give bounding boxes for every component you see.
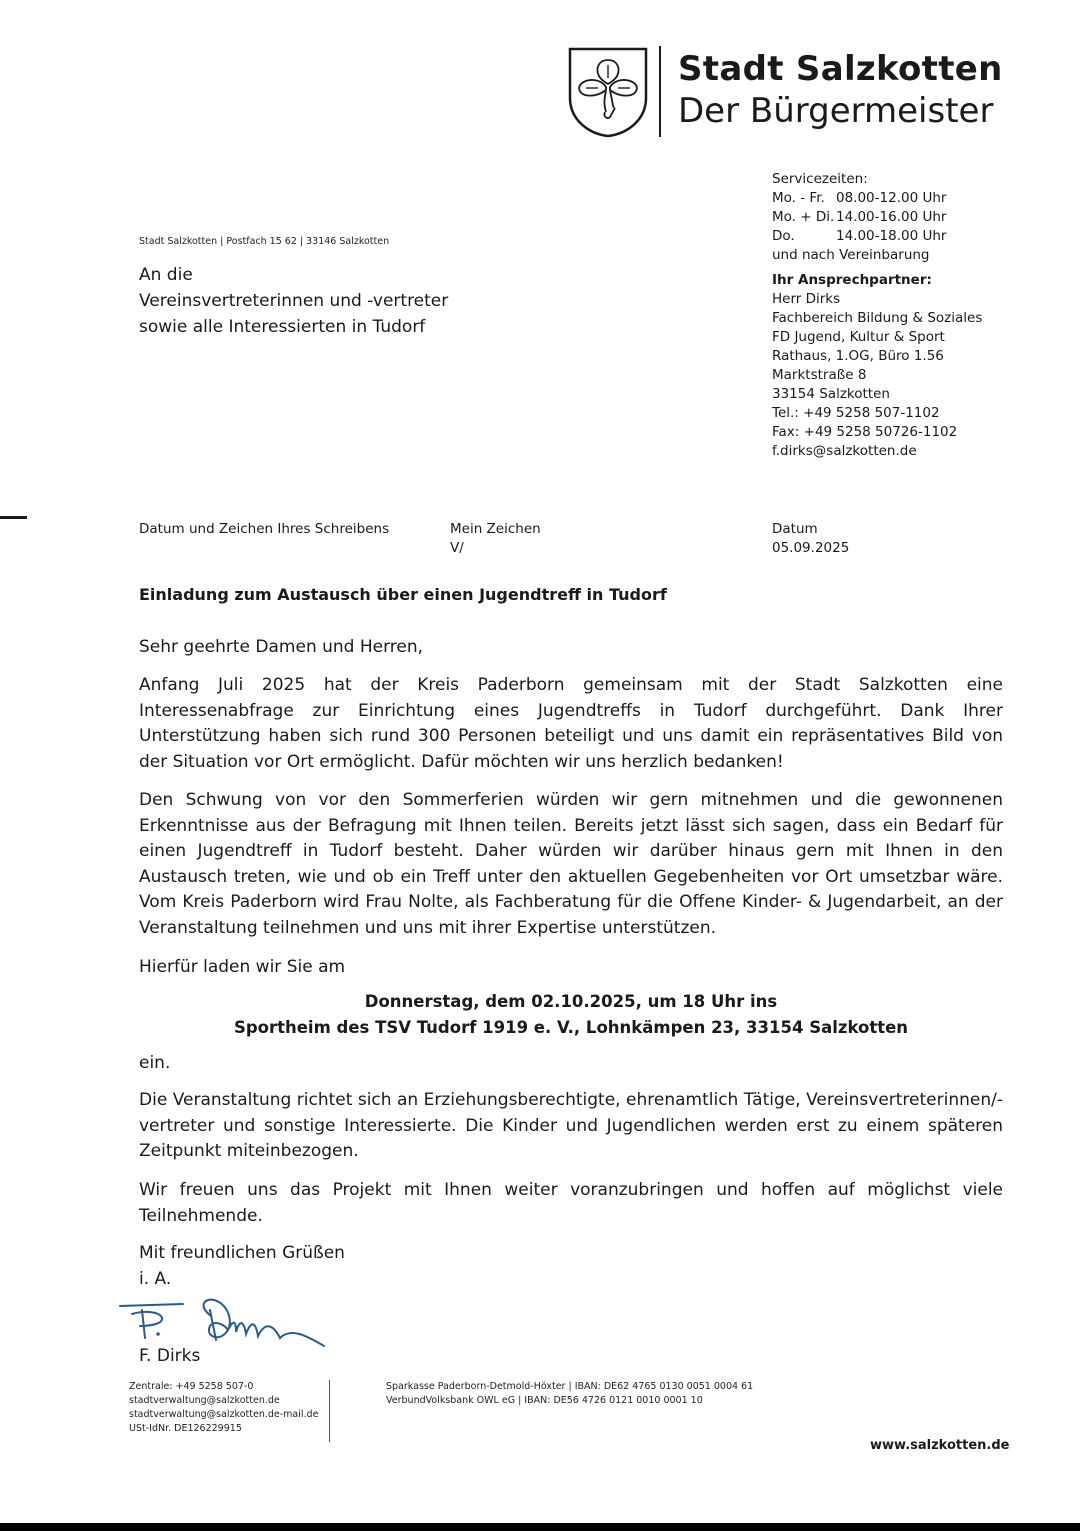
service-day: Do. — [772, 228, 795, 244]
on-behalf: i. A. — [139, 1269, 172, 1289]
service-hours-row — [772, 227, 982, 246]
service-day: Mo. + Di. — [772, 209, 835, 225]
contact-phone: Tel.: +49 5258 507-1102 — [772, 405, 940, 421]
date-value: 05.09.2025 — [772, 540, 850, 556]
my-reference — [450, 520, 541, 558]
event-location: Sportheim des TSV Tudorf 1919 e. V., Lohnkämpen 23, 33154 Salzkotten — [233, 1018, 909, 1037]
footer-de-mail[interactable]: stadtverwaltung@salzkotten.de-mail.de — [129, 1409, 319, 1420]
closing: Mit freundlichen Grüßen — [139, 1243, 345, 1263]
footer-email[interactable]: stadtverwaltung@salzkotten.de — [129, 1395, 280, 1406]
paragraph: Die Veranstaltung richtet sich an Erziehungsberechtigte, ehrenamtlich Tätige, Vereinsvertreterinnen/-vertreter und sonstige Interessierte. Die Kinder und Jugendlichen werden erst zu einem späteren Zeitpunkt miteinbezogen. — [139, 1090, 1003, 1161]
org-name: Stadt Salzkotten — [678, 49, 1003, 89]
logo-divider — [659, 46, 661, 137]
recipient-line: An die — [139, 265, 193, 285]
service-hours-row — [772, 208, 982, 227]
signer-name: F. Dirks — [139, 1346, 201, 1366]
contact-office: Rathaus, 1.OG, Büro 1.56 — [772, 348, 944, 364]
footer-vat-id: USt-IdNr. DE126229915 — [129, 1423, 242, 1434]
contact-division: FD Jugend, Kultur & Sport — [772, 329, 945, 345]
website-link[interactable]: www.salzkotten.de — [870, 1438, 1010, 1453]
contact-street: Marktstraße 8 — [772, 367, 867, 383]
contact-department: Fachbereich Bildung & Soziales — [772, 310, 983, 326]
event-suffix: ein. — [139, 1053, 171, 1073]
sender-return-address: Stadt Salzkotten | Postfach 15 62 | 33146 Salzkotten — [139, 236, 390, 247]
bank-account: VerbundVolksbank OWL eG | IBAN: DE56 4726 0121 0010 0001 10 — [386, 1395, 703, 1406]
recipient-line: Vereinsvertreterinnen und -vertreter — [139, 291, 449, 311]
service-contact-block — [772, 170, 982, 461]
bank-account: Sparkasse Paderborn-Detmold-Höxter | IBAN: DE62 4765 0130 0051 0004 61 — [386, 1381, 754, 1392]
footer-divider — [329, 1380, 330, 1442]
contact-fax: Fax: +49 5258 50726-1102 — [772, 424, 958, 440]
service-hours-note: und nach Vereinbarung — [772, 247, 930, 263]
my-reference-value: V/ — [450, 540, 464, 556]
fold-mark — [0, 516, 27, 519]
paragraph: Hierfür laden wir Sie am — [139, 957, 346, 977]
your-reference-label: Datum und Zeichen Ihres Schreibens — [139, 521, 390, 537]
service-time: 08.00-12.00 Uhr — [836, 190, 947, 206]
footer-phone: Zentrale: +49 5258 507-0 — [129, 1381, 254, 1392]
recipient-line: sowie alle Interessierten in Tudorf — [139, 317, 426, 337]
footer-contact — [129, 1380, 318, 1436]
service-hours-title: Servicezeiten: — [772, 171, 868, 187]
service-day: Mo. - Fr. — [772, 190, 825, 206]
contact-email[interactable]: f.dirks@salzkotten.de — [772, 443, 917, 459]
salutation: Sehr geehrte Damen und Herren, — [139, 637, 424, 657]
your-reference — [139, 520, 389, 539]
event-details — [139, 989, 1003, 1041]
bottom-bar — [0, 1523, 1080, 1531]
org-subtitle: Der Bürgermeister — [678, 91, 994, 131]
contact-title: Ihr Ansprechpartner: — [772, 272, 932, 288]
service-time: 14.00-18.00 Uhr — [836, 228, 947, 244]
my-reference-label: Mein Zeichen — [450, 521, 541, 537]
contact-city: 33154 Salzkotten — [772, 386, 890, 402]
paragraph: Den Schwung von vor den Sommerferien würden wir gern mitnehmen und die gewonnenen Erkenntnisse aus der Befragung mit Ihnen teilen. Bereits jetzt lässt sich sagen, dass ein Bedarf für einen Jugendtreff in Tudorf besteht. Daher würden wir darüber hinaus gern mit Ihnen in den Austausch treten, wie und ob ein Treff unter den aktuellen Gegebenheiten vor Ort umsetzbar wäre. Vom Kreis Paderborn wird Frau Nolte, als Fachberatung für die Offene Kinder- & Jugendarbeit, an der Veranstaltung teilnehmen und uns mit ihrer Expertise unterstützen. — [139, 790, 1003, 938]
recipient-address — [139, 262, 448, 340]
letter-subject: Einladung zum Austausch über einen Jugendtreff in Tudorf — [139, 585, 667, 604]
service-time: 14.00-16.00 Uhr — [836, 209, 947, 225]
footer-bank-details — [386, 1380, 753, 1408]
event-date-time: Donnerstag, dem 02.10.2025, um 18 Uhr ins — [364, 992, 778, 1011]
paragraph: Wir freuen uns das Projekt mit Ihnen weiter voranzubringen und hoffen auf möglichst viele Teilnehmende. — [139, 1180, 1003, 1226]
date-label: Datum — [772, 521, 818, 537]
paragraph: Anfang Juli 2025 hat der Kreis Paderborn gemeinsam mit der Stadt Salzkotten eine Interessenabfrage zur Einrichtung eines Jugendtreffs in Tudorf durchgeführt. Dank Ihrer Unterstützung haben sich rund 300 Personen beteiligt und uns damit ein repräsentatives Bild von der Situation vor Ort ermöglicht. Dafür möchten wir uns herzlich bedanken! — [139, 675, 1003, 772]
service-hours-row — [772, 189, 982, 208]
coat-of-arms-logo-icon — [567, 46, 649, 138]
letter-date — [772, 520, 849, 558]
contact-name: Herr Dirks — [772, 291, 841, 307]
